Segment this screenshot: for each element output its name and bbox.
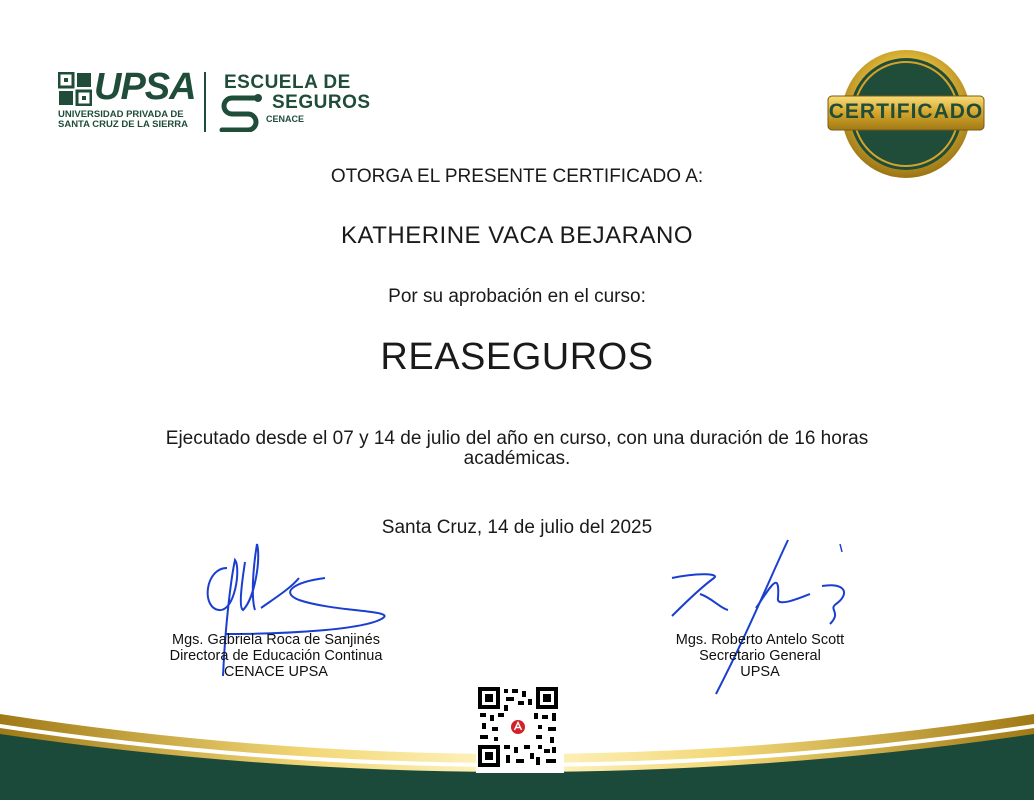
upsa-emblem-icon [58,72,92,106]
signature-1-org: CENACE UPSA [224,664,328,680]
logo-divider [204,72,206,132]
upsa-wordmark: UPSA [94,66,196,108]
upsa-subtitle-line1: UNIVERSIDAD PRIVADA DE [58,109,184,120]
signature-1-block [126,632,426,680]
seal-label: CERTIFICADO [828,100,984,123]
certificate-seal [826,42,986,182]
approval-text: Por su aprobación en el curso: [388,286,646,307]
upsa-logo [58,66,198,132]
signature-2-name: Mgs. Roberto Antelo Scott [675,632,845,648]
signature-2-role: Secretario General [699,648,821,664]
signature-2-block [610,632,910,680]
course-title: REASEGUROS [380,336,654,378]
upsa-subtitle [58,110,188,130]
course-description: Ejecutado desde el 07 y 14 de julio del año en curso, con una duración de 16 horas académicas. [165,428,869,469]
verification-qr-code[interactable] [476,685,564,773]
escuela-line2: SEGUROS [272,92,371,113]
signature-2-org: UPSA [740,664,780,680]
qr-code-icon [478,687,558,767]
grant-text: OTORGA EL PRESENTE CERTIFICADO A: [330,166,704,187]
signature-1-role: Directora de Educación Continua [169,648,383,664]
escuela-cenace: CENACE [266,114,305,124]
signature-1-name: Mgs. Gabriela Roca de Sanjinés [172,632,380,648]
escuela-de-seguros-logo [214,72,379,132]
recipient-name: KATHERINE VACA BEJARANO [340,222,694,249]
upsa-subtitle-line2: SANTA CRUZ DE LA SIERRA [58,119,189,130]
escuela-s-emblem-icon [218,92,266,132]
escuela-line1: ESCUELA DE [224,72,351,93]
place-date: Santa Cruz, 14 de julio del 2025 [381,517,653,538]
